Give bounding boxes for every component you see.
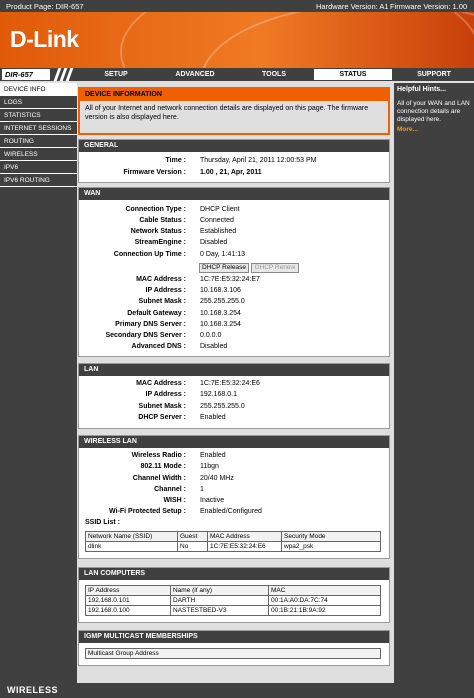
column-header: MAC	[269, 586, 381, 596]
wan-row	[79, 321, 389, 331]
lan-row	[79, 380, 389, 390]
field-label: Advanced DNS :	[131, 343, 186, 350]
time-row	[79, 157, 389, 167]
field-value: 1C:7E:E5:32:24:E7	[200, 276, 260, 283]
wireless-row	[79, 452, 389, 462]
lan-row	[79, 403, 389, 413]
column-header: Network Name (SSID)	[86, 532, 178, 542]
hints-more-link[interactable]: More...	[397, 126, 418, 133]
sidebar-item-wireless[interactable]: WIRELESS	[0, 148, 77, 161]
section-title: GENERAL	[79, 140, 389, 152]
tab-support[interactable]: SUPPORT	[417, 71, 451, 78]
product-page-label: Product Page: DIR-657	[6, 2, 84, 11]
field-value: Connected	[200, 217, 234, 224]
wan-row	[79, 239, 389, 249]
field-label: Channel :	[154, 486, 186, 493]
section-title: DEVICE INFORMATION	[80, 89, 388, 101]
field-value: 10.168.3.254	[200, 321, 241, 328]
lan-row	[79, 414, 389, 424]
sidebar-item-statistics[interactable]: STATISTICS	[0, 109, 77, 122]
wan-row	[79, 276, 389, 286]
ssid-table	[85, 531, 381, 552]
wireless-row	[79, 475, 389, 485]
sidebar-item-routing[interactable]: ROUTING	[0, 135, 77, 148]
field-label: IP Address :	[145, 287, 186, 294]
lan-section	[78, 363, 390, 429]
field-value: Enabled	[200, 452, 226, 459]
igmp-table	[85, 648, 381, 659]
field-value: 255.255.255.0	[200, 403, 245, 410]
dhcp-renew-button[interactable]: DHCP Renew	[251, 263, 299, 273]
column-header: IP Address	[86, 586, 171, 596]
field-label: Primary DNS Server :	[115, 321, 186, 328]
device-information-section	[78, 87, 390, 135]
sidebar-item-device-info[interactable]: DEVICE INFO	[0, 83, 77, 96]
sidebar-item-ipv6[interactable]: IPV6	[0, 161, 77, 174]
igmp-section	[78, 630, 390, 666]
wan-section	[78, 187, 390, 357]
field-value: Disabled	[200, 239, 228, 246]
tab-advanced[interactable]: ADVANCED	[175, 71, 215, 78]
field-value: Enabled	[200, 414, 226, 421]
section-title: WAN	[79, 188, 389, 200]
field-value: 255.255.255.0	[200, 298, 245, 305]
field-label: Network Status :	[130, 228, 186, 235]
field-value: 1C:7E:E5:32:24:E6	[200, 380, 260, 387]
product-bar	[0, 0, 474, 12]
device-info-description: All of your Internet and network connection details are displayed on this page. The firmware version is also displayed here.	[85, 105, 369, 121]
wan-row	[79, 332, 389, 342]
field-value: 1	[200, 486, 204, 493]
field-label: Cable Status :	[139, 217, 186, 224]
table-cell: 1C:7E:E5:32:24:E6	[208, 542, 282, 552]
table-header-row	[86, 649, 381, 659]
field-value: 10.168.3.254	[200, 310, 241, 317]
column-header: Guest	[178, 532, 208, 542]
field-label: Connection Type :	[125, 206, 186, 213]
table-row	[86, 596, 381, 606]
table-row	[86, 542, 381, 552]
wireless-row	[79, 497, 389, 507]
field-label: Connection Up Time :	[113, 251, 186, 258]
table-cell: wpa2_psk	[282, 542, 381, 552]
table-cell: 00:1B:21:1B:9A:92	[269, 606, 381, 616]
wan-row	[79, 298, 389, 308]
field-label: Secondary DNS Server :	[105, 332, 186, 339]
field-label: Wireless Radio :	[131, 452, 186, 459]
section-title: IGMP MULTICAST MEMBERSHIPS	[79, 631, 389, 643]
lan-row	[79, 391, 389, 401]
nav-divider	[66, 68, 74, 81]
section-title: LAN COMPUTERS	[79, 568, 389, 580]
wan-row	[79, 287, 389, 297]
field-label: IP Address :	[145, 391, 186, 398]
ssid-list-label: SSID List :	[85, 519, 121, 526]
tab-tools[interactable]: TOOLS	[262, 71, 286, 78]
hardware-version-label: Hardware Version: A1	[316, 2, 389, 11]
wireless-lan-section	[78, 435, 390, 559]
wan-row	[79, 343, 389, 353]
general-section	[78, 139, 390, 183]
dhcp-release-button[interactable]: DHCP Release	[199, 263, 249, 273]
hints-text: All of your WAN and LAN connection details are displayed here.	[397, 100, 470, 123]
field-label: MAC Address :	[136, 276, 186, 283]
field-label: Channel Width :	[132, 475, 186, 482]
field-value: 0 Day, 1:41:13	[200, 251, 246, 258]
sidebar-item-ipv6-routing[interactable]: IPV6 ROUTING	[0, 174, 77, 187]
column-header: Multicast Group Address	[86, 649, 381, 659]
field-label: Time :	[165, 157, 186, 164]
field-label: Subnet Mask :	[138, 298, 186, 305]
wireless-row	[79, 486, 389, 496]
wan-row	[79, 228, 389, 238]
hints-title: Helpful Hints...	[397, 86, 446, 93]
column-header: MAC Address	[208, 532, 282, 542]
field-value: 11bgn	[200, 463, 219, 470]
firmware-version-label: Firmware Version: 1.00	[390, 2, 468, 11]
field-label: Subnet Mask :	[138, 403, 186, 410]
section-title: WIRELESS LAN	[79, 436, 389, 448]
field-label: Default Gateway :	[127, 310, 186, 317]
section-title: LAN	[79, 364, 389, 376]
field-label: DHCP Server :	[138, 414, 186, 421]
field-value: Enabled/Configured	[200, 508, 262, 515]
field-value: 10.168.3.106	[200, 287, 241, 294]
time-value: Thursday, April 21, 2011 12:00:53 PM	[200, 157, 317, 164]
header-banner	[0, 12, 474, 68]
table-header-row	[86, 532, 381, 542]
wan-row	[79, 310, 389, 320]
ssid-list-row	[79, 519, 389, 529]
lan-computers-section	[78, 567, 390, 623]
sidebar-item-internet-sessions[interactable]: INTERNET SESSIONS	[0, 122, 77, 135]
tab-setup[interactable]: SETUP	[104, 71, 128, 78]
tab-status[interactable]: STATUS	[314, 69, 392, 80]
table-cell: 00:1A:A0:DA:7C:74	[269, 596, 381, 606]
field-value: Inactive	[200, 497, 225, 504]
table-cell: 192.168.0.101	[86, 596, 171, 606]
field-value: Disabled	[200, 343, 228, 350]
wan-row	[79, 217, 389, 227]
firmware-value: 1.00 , 21, Apr, 2011	[200, 169, 262, 176]
column-header: Name (if any)	[171, 586, 269, 596]
lan-computers-table	[85, 585, 381, 616]
field-value: 20/40 MHz	[200, 475, 234, 482]
table-cell: NASTESTBED-V3	[171, 606, 269, 616]
table-cell: 192.168.0.100	[86, 606, 171, 616]
table-cell: DARTH	[171, 596, 269, 606]
wireless-row	[79, 508, 389, 518]
field-label: StreamEngine :	[134, 239, 186, 246]
sidebar	[0, 83, 77, 683]
main-nav	[0, 68, 474, 81]
footer-bar	[0, 683, 474, 698]
field-label: Firmware Version :	[123, 169, 186, 176]
field-label: MAC Address :	[136, 380, 186, 387]
table-row	[86, 606, 381, 616]
sidebar-item-logs[interactable]: LOGS	[0, 96, 77, 109]
field-label: Wi-Fi Protected Setup :	[109, 508, 186, 515]
dlink-logo: D-Link	[10, 26, 79, 52]
helpful-hints-panel	[394, 83, 474, 683]
field-value: DHCP Client	[200, 206, 240, 213]
firmware-row	[79, 169, 389, 179]
field-value: Established	[200, 228, 237, 235]
table-cell: No	[178, 542, 208, 552]
field-label: 802.11 Mode :	[140, 463, 186, 470]
column-header: Security Mode	[282, 532, 381, 542]
table-cell: dlink	[86, 542, 178, 552]
model-label: DIR-657	[2, 69, 50, 80]
table-header-row	[86, 586, 381, 596]
field-label: WISH :	[163, 497, 186, 504]
footer-label: WIRELESS	[7, 685, 59, 695]
field-value: 0.0.0.0	[200, 332, 222, 339]
wan-row	[79, 206, 389, 216]
field-value: 192.168.0.1	[200, 391, 237, 398]
wireless-row	[79, 463, 389, 473]
wan-row	[79, 251, 389, 261]
